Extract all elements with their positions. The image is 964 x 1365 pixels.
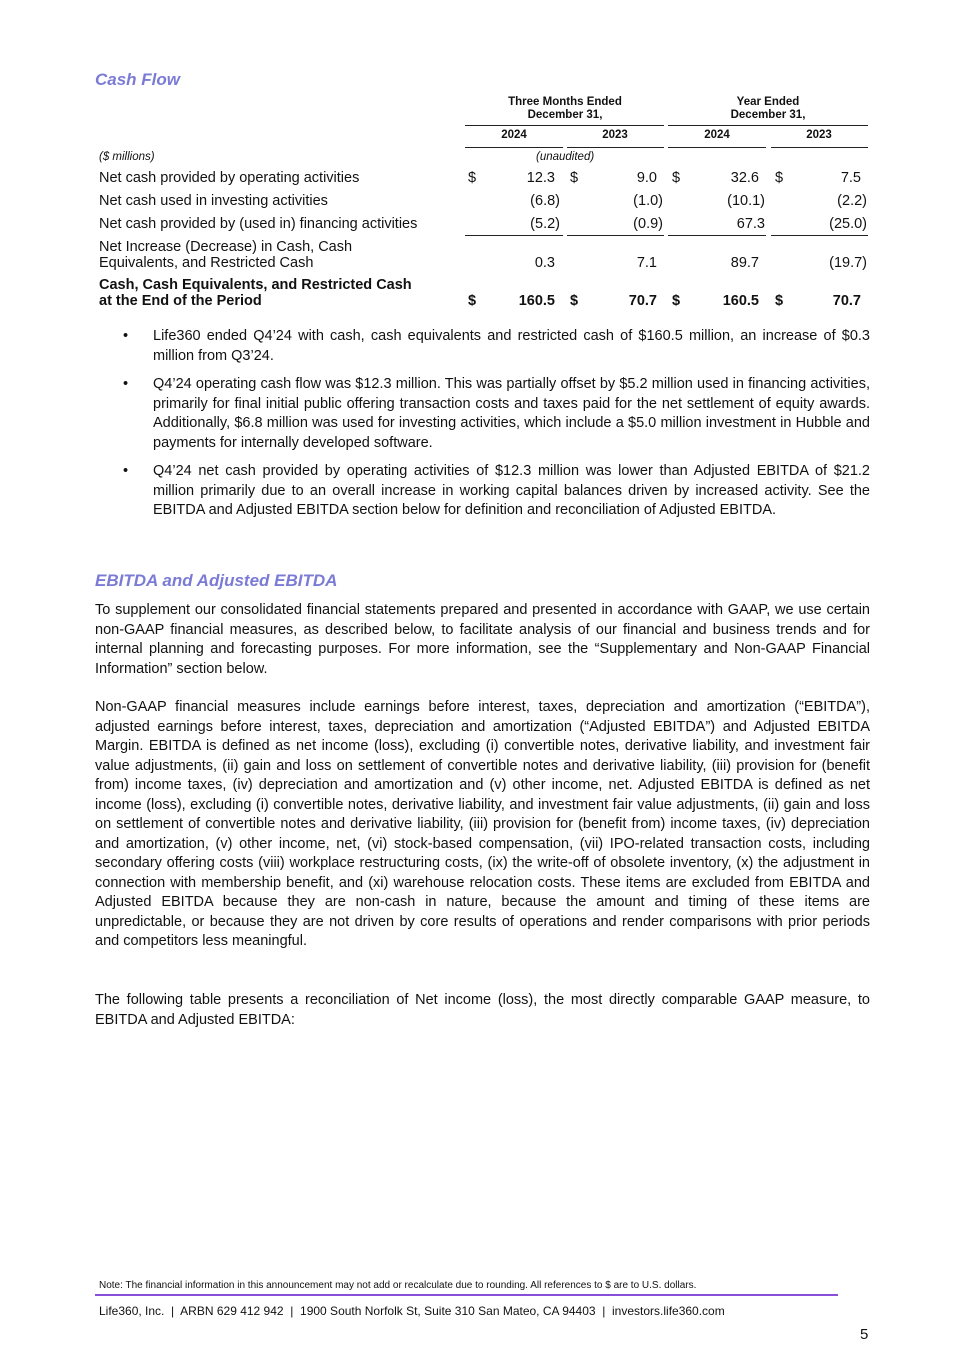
currency-symbol: $ (570, 170, 579, 186)
subtotal-rule (567, 235, 664, 236)
header-rule (465, 125, 664, 126)
page-number: 5 (860, 1326, 869, 1343)
cell-value: (10.1) (727, 193, 765, 209)
bullet-icon: • (123, 463, 129, 479)
cell-value: 160.5 (518, 293, 555, 309)
year-rule (567, 147, 664, 148)
footer-company-line: Life360, Inc. | ARBN 629 412 942 | 1900 South Norfolk St, Suite 310 San Mateo, CA 94403 | investors.life360.com (99, 1304, 725, 1318)
cell-value: 12.3 (526, 170, 555, 186)
ebitda-paragraph: The following table presents a reconciliation of Net income (loss), the most directly comparable GAAP measure, to EBITDA and Adjusted EBITDA: (95, 992, 870, 1028)
bullet-text: Q4’24 net cash provided by operating activities of $12.3 million was lower than Adjusted EBITDA of $21.2 million primarily due to an overall increase in working capital balances driven by increased activity. See the EBITDA and Adjusted EBITDA section below for definition and reconciliation of Adjusted EBITDA. (153, 463, 870, 518)
cash-flow-title: Cash Flow (95, 70, 181, 89)
row-label: Net cash provided by operating activities (99, 170, 360, 186)
cell-value: (25.0) (829, 216, 867, 232)
bullet-icon: • (123, 376, 129, 392)
bullet-text: Life360 ended Q4’24 with cash, cash equivalents and restricted cash of $160.5 million, an increase of $0.3 million from Q3’24. (153, 328, 870, 364)
bullet-icon: • (123, 328, 129, 344)
cell-value: 32.6 (730, 170, 759, 186)
footer-note: Note: The financial information in this announcement may not add or recalculate due to rounding. All references to $ are to U.S. dollars. (99, 1280, 697, 1291)
list-item (95, 327, 870, 366)
group-header-line: Year Ended (736, 96, 800, 108)
cell-value: 70.7 (832, 293, 861, 309)
currency-symbol: $ (672, 293, 681, 309)
row-label: Equivalents, and Restricted Cash (99, 255, 314, 271)
group-header-line: December 31, (730, 109, 806, 121)
year-header: 2024 (501, 129, 527, 141)
currency-symbol: $ (468, 293, 477, 309)
cell-value: 160.5 (722, 293, 759, 309)
cell-value: 7.5 (840, 170, 861, 186)
cell-value: (19.7) (829, 255, 867, 271)
year-header: 2023 (806, 129, 832, 141)
currency-symbol: $ (672, 170, 681, 186)
unit-note: ($ millions) (99, 151, 155, 163)
cash-flow-bullets (95, 327, 870, 530)
row-label: Net Increase (Decrease) in Cash, Cash (99, 239, 353, 255)
subtotal-rule (668, 235, 766, 236)
row-label: Net cash provided by (used in) financing activities (99, 216, 418, 232)
cell-value: (6.8) (530, 193, 560, 209)
currency-symbol: $ (775, 293, 784, 309)
ebitda-title: EBITDA and Adjusted EBITDA (95, 571, 338, 590)
year-rule (465, 147, 563, 148)
cell-value: (2.2) (837, 193, 867, 209)
cell-value: 89.7 (730, 255, 759, 271)
currency-symbol: $ (570, 293, 579, 309)
currency-symbol: $ (775, 170, 784, 186)
unaudited-note: (unaudited) (536, 151, 595, 163)
header-rule (668, 125, 868, 126)
cell-value: 70.7 (628, 293, 657, 309)
list-item (95, 462, 870, 521)
year-header: 2024 (704, 129, 730, 141)
row-label: Net cash used in investing activities (99, 193, 328, 209)
group-header-line: Three Months Ended (508, 96, 622, 108)
group-header-line: December 31, (527, 109, 603, 121)
row-label: at the End of the Period (99, 293, 262, 309)
cell-value: 9.0 (636, 170, 657, 186)
year-rule (668, 147, 766, 148)
currency-symbol: $ (468, 170, 477, 186)
cell-value: 0.3 (534, 255, 555, 271)
ebitda-paragraph: Non-GAAP financial measures include earnings before interest, taxes, depreciation and amortization (“EBITDA”), adjusted earnings before interest, taxes, depreciation and amortization (“Adjusted EBITDA”) and Adjusted EBITDA Margin. EBITDA is defined as net income (loss), excluding (i) convertible notes, derivative liability, and investment fair value adjustments, (ii) gain and loss on settlement of convertible notes and derivative liability, (iii) provision for (benefit from) income taxes, (iv) depreciation and amortization and (v) other income, net. Adjusted EBITDA is defined as net income (loss), excluding (i) convertible notes, derivative liability, and investment fair value adjustments, (ii) gain and loss on settlement of convertible notes and derivative liability, (iii) provision for (benefit from) income taxes, (iv) depreciation and amortization, (v) other income, net, (vi) stock-based compensation, (vii) IPO-related transaction costs, including secondary offering costs (viii) workplace restructuring costs, (ix) the write-off of obsolete inventory, (x) the adjustment in connection with membership benefit, and (xi) warehouse relocation costs. These items are excluded from EBITDA and Adjusted EBITDA because they are non-cash in nature, because the amount and timing of these items are unpredictable, or because they are not driven by core results of operations and render comparisons with prior periods and competitors less meaningful. (95, 699, 870, 949)
list-item (95, 375, 870, 453)
cell-value: (0.9) (633, 216, 663, 232)
group-header-year (668, 96, 868, 122)
cell-value: 7.1 (636, 255, 657, 271)
group-header-three-months (465, 96, 665, 122)
subtotal-rule (771, 235, 868, 236)
ebitda-paragraph: To supplement our consolidated financial statements prepared and presented in accordance with GAAP, we use certain non-GAAP financial measures, as described below, to facilitate analysis of our financial and business trends and for internal planning and forecasting purposes. For more information, see the “Supplementary and Non-GAAP Financial Information” section below. (95, 602, 870, 677)
cell-value: 67.3 (736, 216, 765, 232)
subtotal-rule (465, 235, 563, 236)
bullet-text: Q4’24 operating cash flow was $12.3 million. This was partially offset by $5.2 million used in financing activities, primarily for final initial public offering transaction costs and taxes paid for the net settlement of equity awards. Additionally, $6.8 million was used for investing activities, which include a $5.0 million investment in Hubble and payments for internally developed software. (153, 376, 870, 451)
year-rule (771, 147, 868, 148)
cell-value: (1.0) (633, 193, 663, 209)
cell-value: (5.2) (530, 216, 560, 232)
year-header: 2023 (602, 129, 628, 141)
footer-rule (95, 1294, 838, 1296)
row-label: Cash, Cash Equivalents, and Restricted Cash (99, 277, 412, 293)
